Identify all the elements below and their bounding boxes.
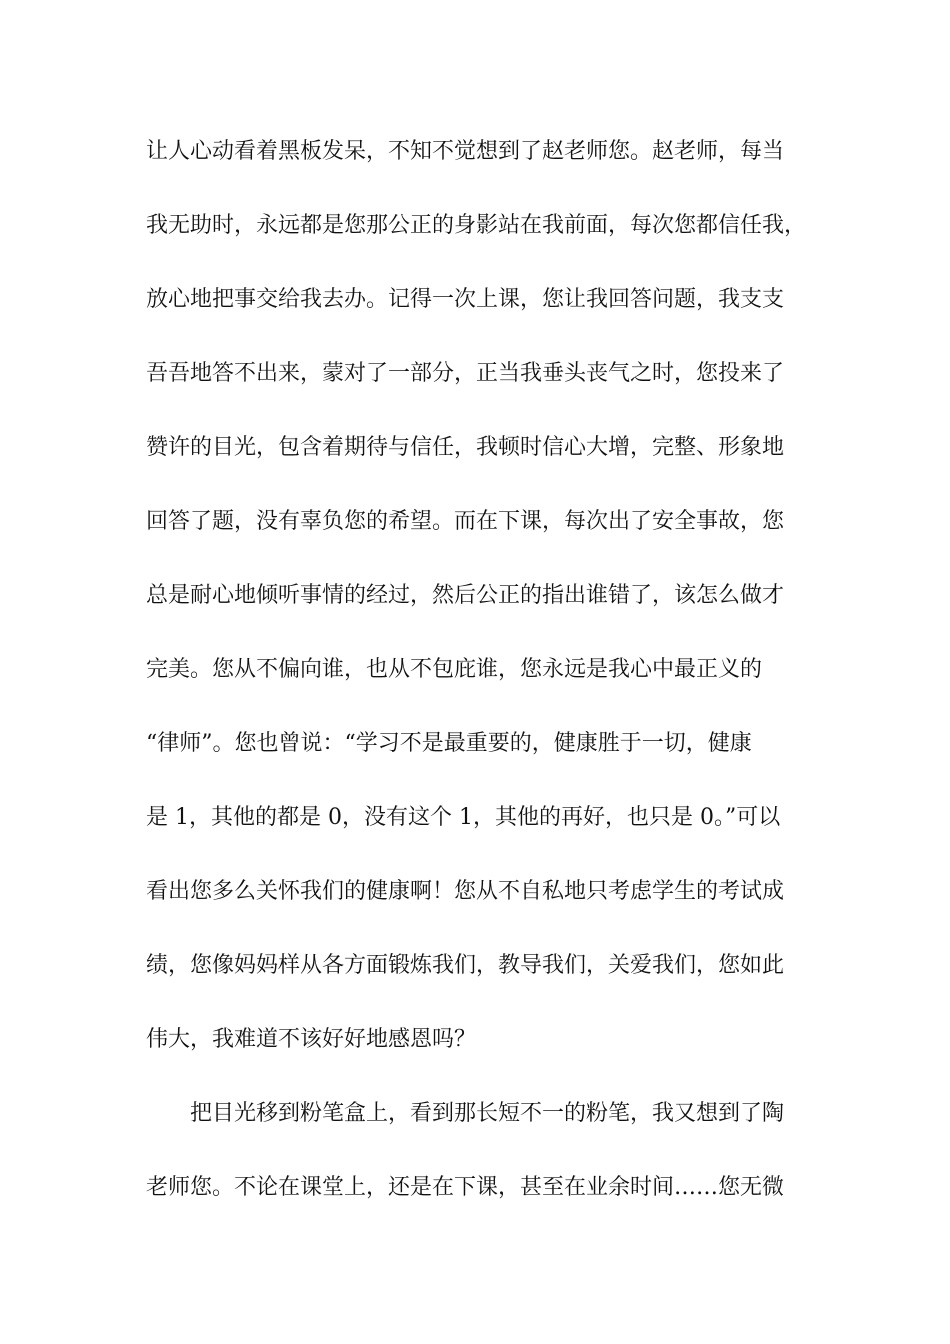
text-line: 放心地把事交给我去办。记得一次上课，您让我回答问题，我支支	[146, 287, 785, 312]
text-line: 是 1，其他的都是 0，没有这个 1，其他的再好，也只是 0。”可以	[146, 805, 781, 830]
text-line: 回答了题，没有辜负您的希望。而在下课，每次出了安全事故，您	[146, 509, 785, 534]
text-line: 完美。您从不偏向谁，也从不包庇谁，您永远是我心中最正义的	[146, 657, 763, 682]
text-line: 把目光移到粉笔盒上，看到那长短不一的粉笔，我又想到了陶	[146, 1101, 785, 1126]
text-line: 让人心动看着黑板发呆，不知不觉想到了赵老师您。赵老师，每当	[146, 139, 785, 164]
text-line: 赞许的目光，包含着期待与信任，我顿时信心大增，完整、形象地	[146, 435, 785, 460]
text-line: 老师您。不论在课堂上，还是在下课，甚至在业余时间……您无微	[146, 1175, 785, 1200]
text-line: 总是耐心地倾听事情的经过，然后公正的指出谁错了，该怎么做才	[146, 583, 785, 608]
text-line: 吾吾地答不出来，蒙对了一部分，正当我垂头丧气之时，您投来了	[146, 361, 785, 386]
text-line: 绩，您像妈妈样从各方面锻炼我们，教导我们，关爱我们，您如此	[146, 953, 785, 978]
text-line: 我无助时，永远都是您那公正的身影站在我前面，每次您都信任我，	[146, 213, 807, 238]
body-text	[146, 130, 814, 1240]
text-line: 看出您多么关怀我们的健康啊！您从不自私地只考虑学生的考试成	[146, 879, 785, 904]
text-line: 伟大，我难道不该好好地感恩吗？	[146, 1027, 477, 1052]
text-line: “律师”。您也曾说：“学习不是最重要的，健康胜于一切，健康	[146, 731, 752, 756]
